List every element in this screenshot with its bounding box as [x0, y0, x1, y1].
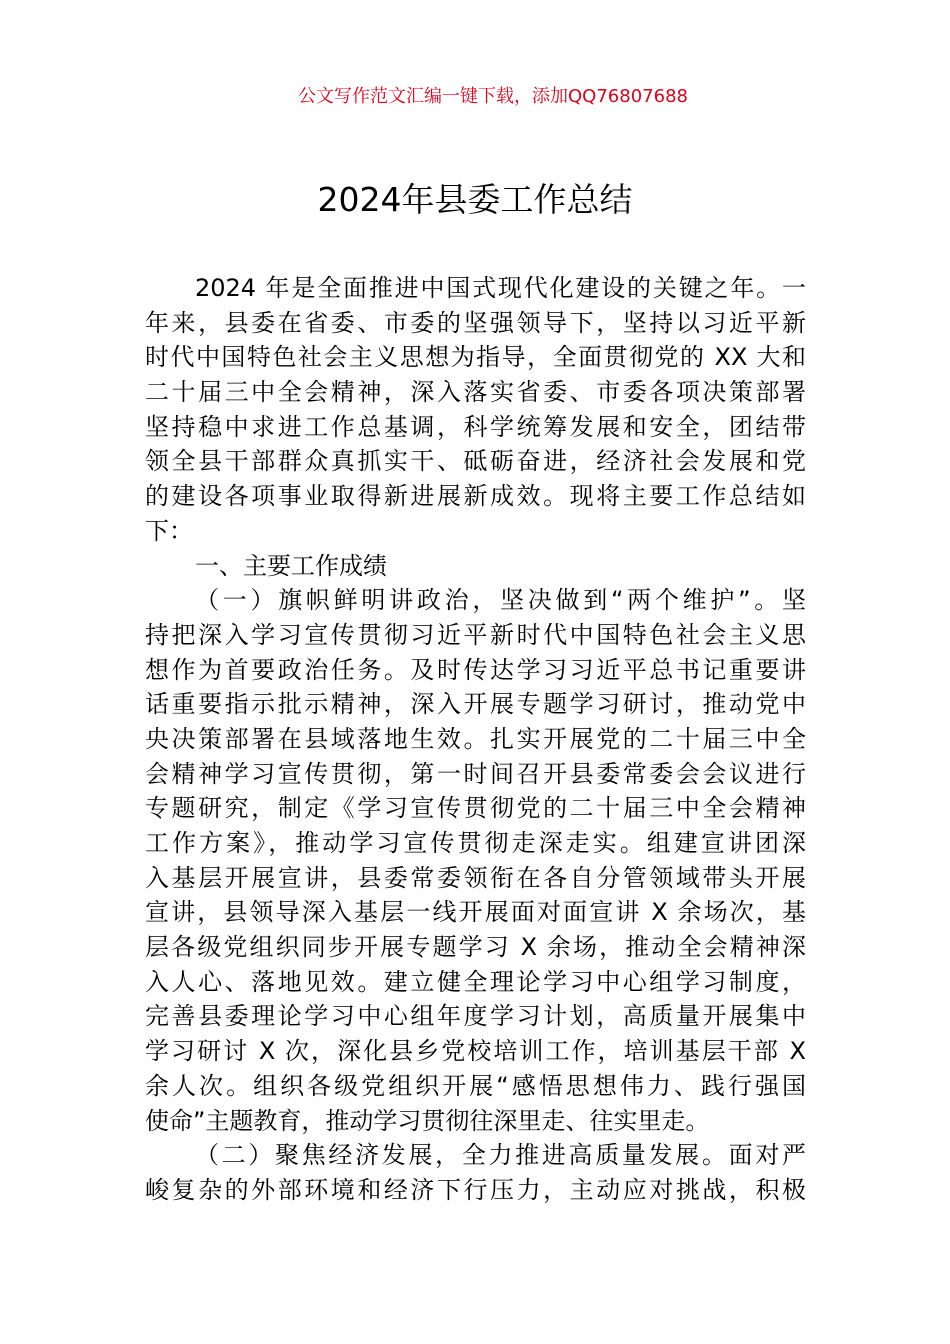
text-line: 入基层开展宣讲，县委常委领衔在各自分管领域带头开展: [145, 863, 806, 892]
text-line: 完善县委理论学习中心组年度学习计划，高质量开展集中: [145, 1002, 806, 1031]
text-line: 宣讲，县领导深入基层一线开展面对面宣讲 X 余场次，基: [145, 898, 806, 927]
document-title: 2024年县委工作总结: [317, 180, 633, 219]
text-line: 二十届三中全会精神，深入落实省委、市委各项决策部署: [145, 378, 806, 407]
text-line: 领全县干部群众真抓实干、砥砺奋进，经济社会发展和党: [145, 447, 806, 476]
document-body: [145, 271, 806, 1208]
text-line: （一）旗帜鲜明讲政治，坚决做到“两个维护”。坚: [195, 586, 806, 615]
text-line: 会精神学习宣传贯彻，第一时间召开县委常委会会议进行: [145, 759, 806, 788]
text-line: 入人心、落地见效。建立健全理论学习中心组学习制度，: [145, 967, 806, 996]
text-line: （二）聚焦经济发展，全力推进高质量发展。面对严: [195, 1141, 806, 1170]
watermark-header-link: 公文写作范文汇编一键下载，添加QQ76807688: [298, 86, 688, 107]
text-line: 持把深入学习宣传贯彻习近平新时代中国特色社会主义思: [145, 620, 806, 649]
text-line: 的建设各项事业取得新进展新成效。现将主要工作总结如: [145, 482, 806, 511]
text-line: 话重要指示批示精神，深入开展专题学习研讨，推动党中: [145, 690, 806, 719]
text-line: 层各级党组织同步开展专题学习 X 余场，推动全会精神深: [145, 933, 806, 962]
text-line: 学习研讨 X 次，深化县乡党校培训工作，培训基层干部 X: [145, 1037, 806, 1066]
text-line: 时代中国特色社会主义思想为指导，全面贯彻党的 XX 大和: [145, 343, 806, 372]
text-line: 坚持稳中求进工作总基调，科学统筹发展和安全，团结带: [145, 412, 806, 441]
text-line: 下：: [145, 516, 193, 545]
text-line: 使命”主题教育，推动学习贯彻往深里走、往实里走。: [145, 1106, 710, 1135]
text-line: 工作方案》，推动学习宣传贯彻走深走实。组建宣讲团深: [145, 829, 806, 857]
text-line: 2024 年是全面推进中国式现代化建设的关键之年。一: [195, 274, 806, 302]
text-line: 峻复杂的外部环境和经济下行压力，主动应对挑战，积极: [145, 1175, 806, 1204]
text-line: 余人次。组织各级党组织开展“感悟思想伟力、践行强国: [145, 1071, 806, 1100]
text-line: 年来，县委在省委、市委的坚强领导下，坚持以习近平新: [145, 308, 806, 337]
text-line: 一、主要工作成绩: [195, 551, 387, 580]
text-line: 想作为首要政治任务。及时传达学习习近平总书记重要讲: [145, 655, 806, 684]
text-line: 专题研究，制定《学习宣传贯彻党的二十届三中全会精神: [145, 794, 806, 823]
text-line: 央决策部署在县域落地生效。扎实开展党的二十届三中全: [145, 724, 806, 753]
